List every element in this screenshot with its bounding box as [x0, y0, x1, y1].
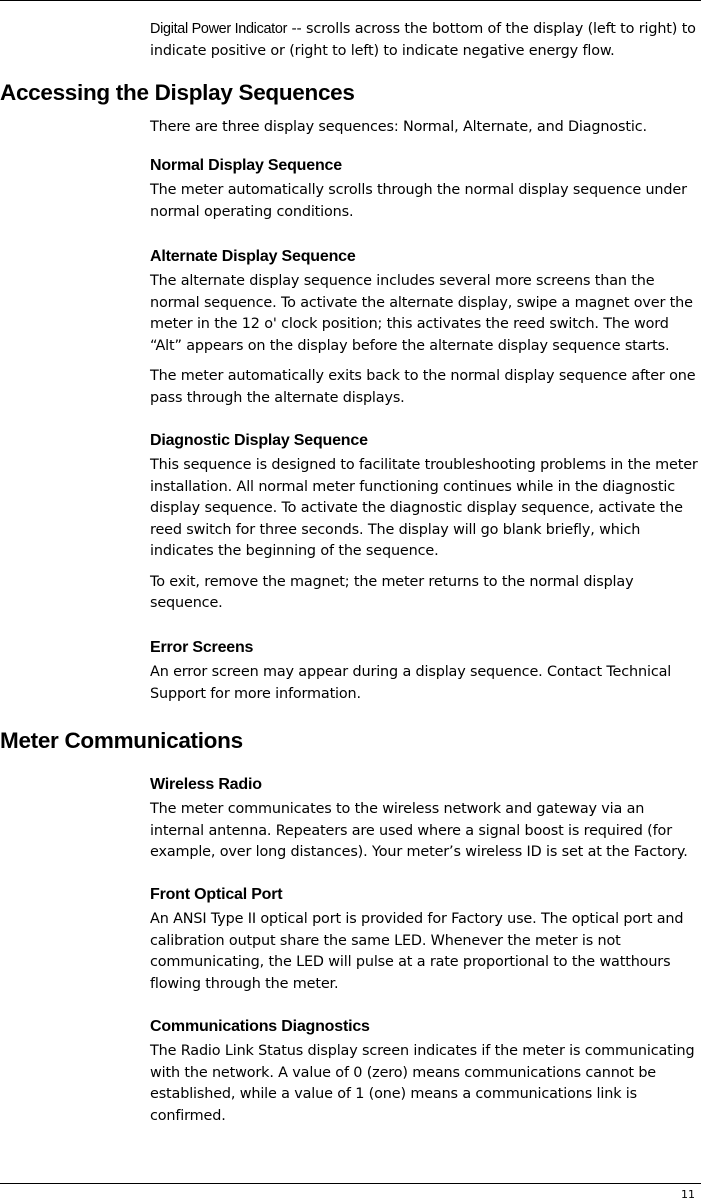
section-title-meter-communications: Meter Communications — [0, 728, 243, 753]
intro-term: Digital Power Indicator — [150, 21, 288, 37]
paragraph: To exit, remove the magnet; the meter returns to the normal display sequence. — [150, 573, 634, 611]
page-number: 11 — [681, 1188, 695, 1201]
intro-paragraph — [150, 19, 700, 62]
subsection-alternate — [150, 246, 700, 409]
subsection-title: Wireless Radio — [150, 776, 262, 793]
subsection-title: Alternate Display Sequence — [150, 248, 356, 265]
subsection-communications-diagnostics — [150, 1016, 700, 1127]
paragraph: The meter automatically exits back to the normal display sequence after one pass through the alternate displays. — [150, 368, 696, 406]
section-title-display-sequences: Accessing the Display Sequences — [0, 80, 355, 105]
footer-rule — [0, 1183, 701, 1184]
subsection-title: Normal Display Sequence — [150, 157, 342, 174]
paragraph: An ANSI Type II optical port is provided for Factory use. The optical port and calibration output share the same LED. Whenever the meter is not communicating, the LED will pulse at a rate proportional to the watthours flowing through the meter. — [150, 911, 684, 992]
paragraph: The alternate display sequence includes several more screens than the normal sequence. To activate the alternate display, swipe a magnet over the meter in the 12 o' clock position; this activates the reed switch. The word “Alt” appears on the display before the alternate display sequence starts. — [150, 273, 693, 354]
paragraph: An error screen may appear during a display sequence. Contact Technical Support for more information. — [150, 664, 672, 702]
subsection-error-screens — [150, 637, 700, 705]
subsection-diagnostic — [150, 430, 700, 615]
top-rule — [0, 0, 701, 1]
subsection-title: Communications Diagnostics — [150, 1018, 370, 1035]
subsection-normal — [150, 155, 700, 223]
subsection-title: Diagnostic Display Sequence — [150, 432, 368, 449]
paragraph: The meter communicates to the wireless network and gateway via an internal antenna. Repeaters are used where a signal boost is required (for example, over long distances). Your meter’s wireless ID is set at the Factory. — [150, 801, 688, 860]
subsection-wireless-radio — [150, 774, 700, 864]
display-sequences-lead: There are three display sequences: Normal, Alternate, and Diagnostic. — [150, 119, 647, 135]
paragraph: This sequence is designed to facilitate troubleshooting problems in the meter installation. All normal meter functioning continues while in the diagnostic display sequence. To activate the diagnostic display sequence, activate the reed switch for three seconds. The display will go blank briefly, which indicates the beginning of the sequence. — [150, 457, 698, 559]
paragraph: The meter automatically scrolls through the normal display sequence under normal operating conditions. — [150, 182, 687, 220]
paragraph: The Radio Link Status display screen indicates if the meter is communicating with the network. A value of 0 (zero) means communications cannot be established, while a value of 1 (one) means a communications link is confirmed. — [150, 1043, 695, 1124]
subsection-title: Front Optical Port — [150, 886, 283, 903]
subsection-title: Error Screens — [150, 639, 254, 656]
subsection-front-optical-port — [150, 884, 700, 995]
intro-text: -- scrolls across the bottom of the display (left to right) to indicate positive or (right to left) to indicate negative energy flow. — [150, 21, 696, 59]
display-sequences-body — [150, 117, 700, 139]
